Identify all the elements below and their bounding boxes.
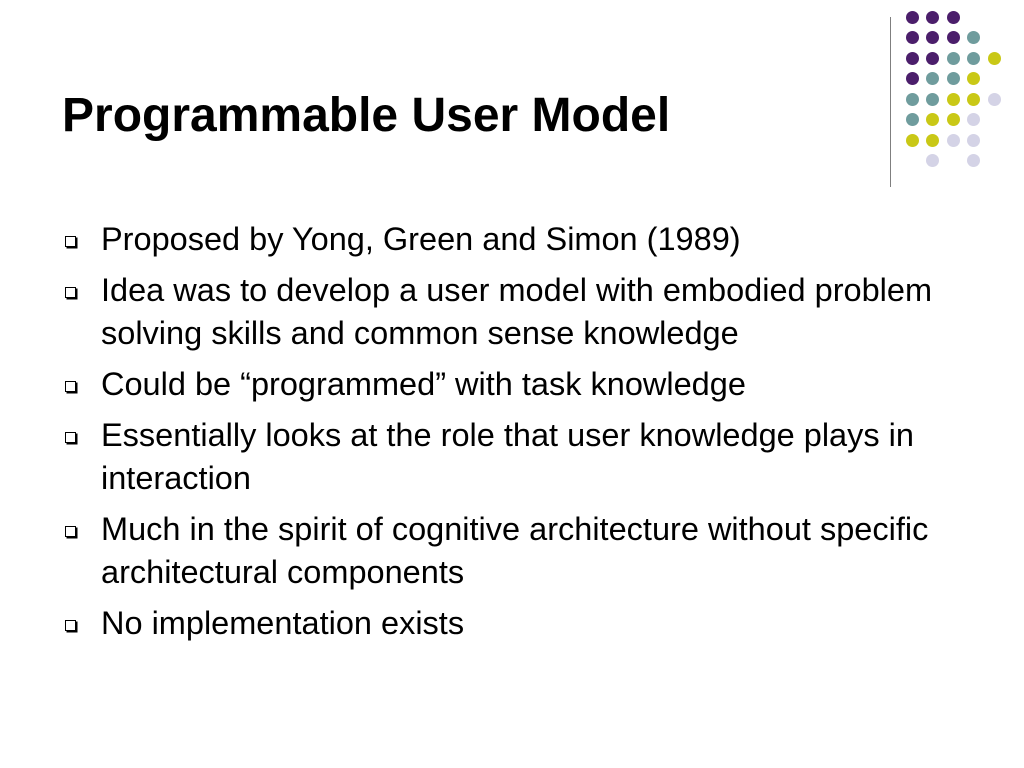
decorative-dot (967, 154, 980, 167)
decorative-dot (967, 113, 980, 126)
slide-title: Programmable User Model (62, 89, 671, 142)
decorative-dot (906, 93, 919, 106)
bullet-text: Idea was to develop a user model with embodied problem solving skills and common sense knowledge (101, 272, 933, 351)
decorative-dot (947, 93, 960, 106)
bullet-item (62, 508, 962, 594)
bullet-item (62, 363, 962, 406)
bullet-text: Much in the spirit of cognitive architecture without specific architectural components (101, 511, 929, 590)
bullet-item (62, 218, 962, 261)
decorative-dot (906, 31, 919, 44)
square-bullet-icon (65, 620, 76, 631)
decorative-dot (926, 11, 939, 24)
decorative-dot (967, 93, 980, 106)
decorative-dot (906, 52, 919, 65)
decorative-dot (947, 72, 960, 85)
decorative-dot (926, 154, 939, 167)
decorative-dot (926, 93, 939, 106)
decorative-dot (967, 52, 980, 65)
decorative-dot (967, 31, 980, 44)
bullet-text: Proposed by Yong, Green and Simon (1989) (101, 221, 741, 257)
decorative-dot (926, 113, 939, 126)
decorative-dot (906, 113, 919, 126)
square-bullet-icon (65, 287, 76, 298)
decorative-dot (988, 52, 1001, 65)
square-bullet-icon (65, 526, 76, 537)
decorative-dot (967, 134, 980, 147)
title-divider-line (890, 17, 891, 187)
decorative-dot (926, 72, 939, 85)
square-bullet-icon (65, 236, 76, 247)
decorative-dot (906, 134, 919, 147)
decorative-dot (947, 11, 960, 24)
decorative-dot (947, 134, 960, 147)
decorative-dot (988, 93, 1001, 106)
decorative-dot (926, 52, 939, 65)
decorative-dot (947, 31, 960, 44)
bullet-item (62, 602, 962, 645)
decorative-dot (906, 11, 919, 24)
decorative-dot (906, 72, 919, 85)
bullet-text: Essentially looks at the role that user knowledge plays in interaction (101, 417, 914, 496)
decorative-dot (947, 113, 960, 126)
bullet-text: No implementation exists (101, 605, 465, 641)
bullet-item (62, 269, 962, 355)
decorative-dot (926, 134, 939, 147)
square-bullet-icon (65, 432, 76, 443)
bullet-text: Could be “programmed” with task knowledge (101, 366, 746, 402)
decorative-dot (947, 52, 960, 65)
decorative-dot (926, 31, 939, 44)
decorative-dot (967, 72, 980, 85)
bullet-list (62, 218, 962, 653)
square-bullet-icon (65, 381, 76, 392)
bullet-item (62, 414, 962, 500)
